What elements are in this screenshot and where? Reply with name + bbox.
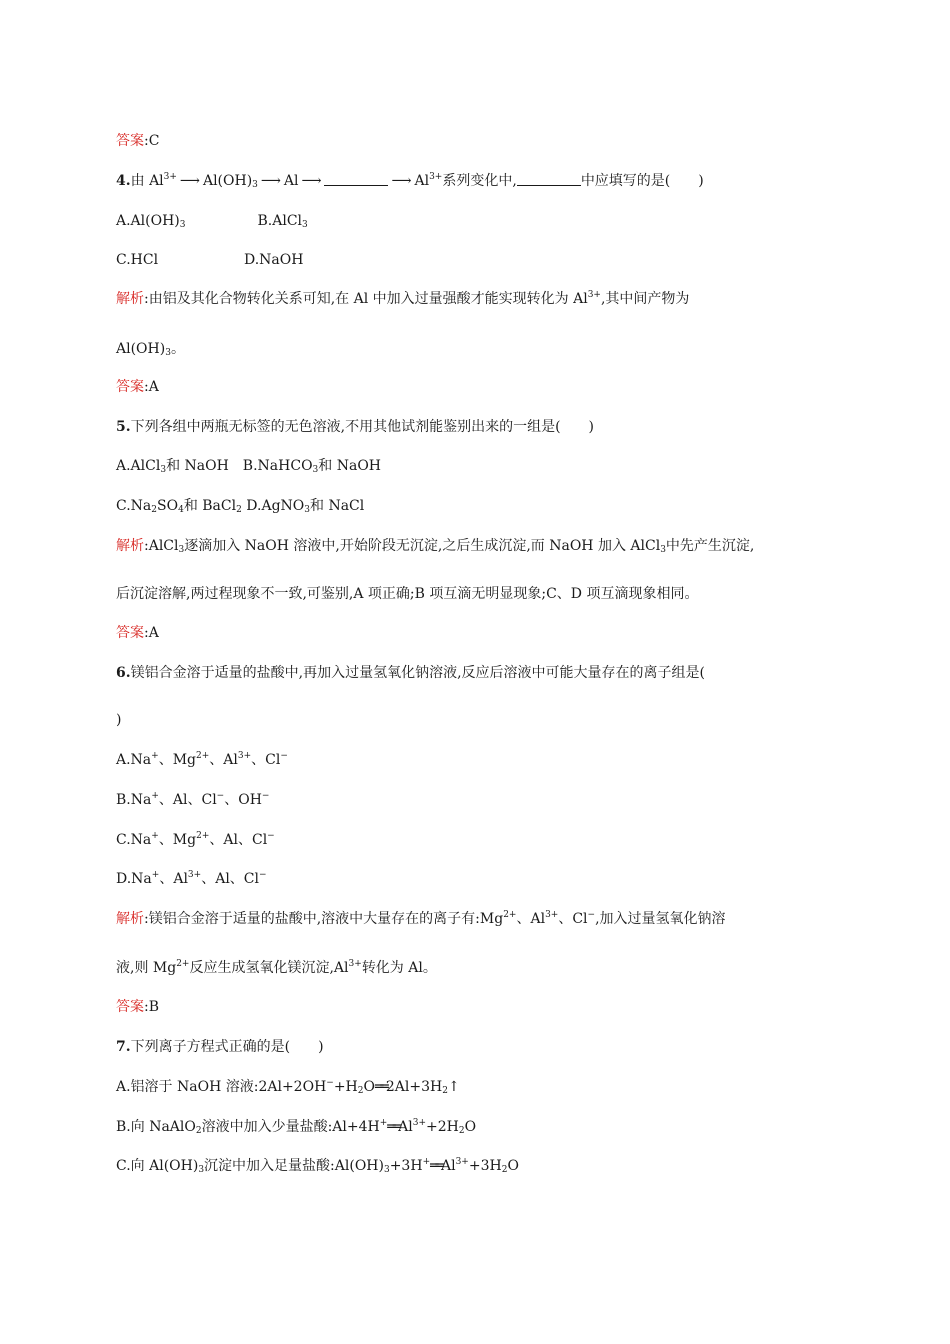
question-6: [116, 663, 705, 683]
superscript: 3+: [545, 910, 559, 920]
superscript: 3+: [455, 1157, 469, 1167]
explanation-text: Al(OH): [116, 341, 166, 357]
question-text: ): [116, 712, 122, 728]
superscript: +: [151, 870, 160, 880]
equals-sign: ══: [375, 1079, 386, 1095]
option-text: 、Al、Cl: [158, 792, 217, 808]
option-text: Al: [440, 1158, 456, 1174]
subscript: 3: [660, 545, 666, 555]
option-text: 溶液中加入少量盐酸:Al+4H: [201, 1119, 380, 1135]
superscript: −: [216, 791, 225, 801]
subscript: 2: [442, 1086, 448, 1096]
arrow-icon: ⟶: [301, 173, 322, 189]
option-a: [116, 213, 186, 229]
superscript: 3+: [163, 172, 177, 182]
question-number: 5.: [116, 419, 131, 435]
option-c: [116, 830, 275, 850]
subscript: 3: [252, 180, 258, 190]
subscript: 3: [304, 505, 310, 515]
question-6-cont: [116, 710, 121, 730]
explanation-text: 转化为 Al。: [361, 960, 437, 976]
explanation-text: 中先产生沉淀,: [665, 538, 755, 554]
subscript: 2: [357, 1086, 364, 1096]
option-text: A.Na: [116, 752, 152, 768]
subscript: 3: [179, 220, 186, 230]
superscript: 2+: [196, 831, 210, 841]
option-text: O: [363, 1079, 375, 1095]
question-text: 系列变化中,: [442, 173, 517, 189]
explanation-label: 解析: [116, 291, 144, 307]
option-c: [116, 1156, 519, 1176]
superscript: 2+: [176, 959, 190, 969]
question-number: 7.: [116, 1039, 131, 1055]
option-text: 和 NaOH: [318, 458, 382, 474]
options-ab: [116, 211, 308, 231]
explanation-text: 逐滴加入 NaOH 溶液中,开始阶段无沉淀,之后生成沉淀,而 NaOH 加入 AlCl: [184, 538, 661, 554]
option-text: 、Al: [159, 871, 188, 887]
superscript: −: [326, 1078, 334, 1088]
subscript: 2: [151, 505, 157, 515]
option-b: [116, 790, 269, 810]
option-a: [116, 1077, 460, 1097]
option-text: 、Mg: [158, 832, 197, 848]
option-b: [258, 213, 308, 229]
option-text: 、OH: [224, 792, 262, 808]
question-text: 下列各组中两瓶无标签的无色溶液,不用其他试剂能鉴别出来的一组是( ): [130, 419, 594, 435]
superscript: 3+: [412, 1118, 427, 1128]
option-d: [116, 869, 267, 889]
superscript: +: [151, 831, 159, 841]
question-text: 下列离子方程式正确的是( ): [130, 1039, 324, 1055]
equals-sign: ══: [430, 1158, 441, 1174]
explanation-text: 后沉淀溶解,两过程现象不一致,可鉴别,A 项正确;B 项互滴无明显现象;C、D 项互滴现象相同。: [116, 586, 699, 602]
option-text: 沉淀中加入足量盐酸:Al(OH): [204, 1158, 384, 1174]
subscript: 3: [383, 1165, 390, 1175]
option-text: 、Al、Cl: [201, 871, 259, 887]
up-arrow-icon: ↑: [447, 1079, 460, 1095]
option-text: C.向 Al(OH): [116, 1158, 199, 1174]
superscript: 2+: [503, 910, 517, 920]
explanation-text: :AlCl: [144, 538, 179, 554]
question-text: 镁铝合金溶于适量的盐酸中,再加入过量氢氧化钠溶液,反应后溶液中可能大量存在的离子组是(: [130, 665, 705, 681]
arrow-icon: ⟶: [179, 173, 200, 189]
explanation-4-cont: [116, 339, 185, 359]
options-cd: [116, 250, 303, 270]
superscript: −: [261, 791, 270, 801]
explanation-text: 、Cl: [558, 911, 588, 927]
superscript: +: [422, 1157, 431, 1167]
option-text: 、Cl: [251, 752, 281, 768]
option-text: A.AlCl: [116, 458, 161, 474]
arrow-icon: ⟶: [260, 173, 281, 189]
question-4: [116, 171, 704, 191]
option-text: D.Na: [116, 871, 152, 887]
superscript: 3+: [587, 290, 601, 300]
superscript: +: [151, 751, 159, 761]
option-text: 、Mg: [158, 752, 197, 768]
option-text: 和 NaCl: [310, 498, 365, 514]
answer-value: :C: [144, 133, 160, 149]
options-cd: [116, 496, 364, 516]
answer-label: 答案: [116, 133, 144, 149]
answer-line: [116, 623, 159, 643]
subscript: 2: [458, 1126, 465, 1136]
superscript: +: [151, 791, 159, 801]
explanation-text: ,其中间产物为: [600, 291, 690, 307]
option-text: B.向 NaAlO: [116, 1119, 196, 1135]
question-7: [116, 1037, 324, 1057]
explanation-text: 液,则 Mg: [116, 960, 177, 976]
subscript: 3: [198, 1165, 205, 1175]
subscript: 3: [165, 348, 171, 358]
option-text: A.Al(OH): [116, 213, 180, 229]
answer-line: [116, 131, 159, 151]
answer-value: :A: [144, 379, 159, 395]
question-5: [116, 417, 594, 437]
question-number: 4.: [116, 173, 131, 189]
subscript: 3: [160, 465, 167, 475]
option-c: C.HCl: [116, 252, 159, 268]
option-d: D.NaOH: [244, 252, 304, 268]
subscript: 2: [501, 1165, 508, 1175]
formula: Al: [414, 173, 430, 189]
question-text: 中应填写的是( ): [580, 173, 704, 189]
explanation-5: [116, 536, 754, 556]
option-text: +2H: [426, 1119, 459, 1135]
option-text: C.Na: [116, 832, 152, 848]
superscript: 3+: [429, 172, 443, 182]
explanation-6: [116, 909, 726, 929]
option-text: SO: [157, 498, 179, 514]
answer-label: 答案: [116, 625, 144, 641]
option-b: [116, 1117, 476, 1137]
question-number: 6.: [116, 665, 131, 681]
explanation-5-cont: [116, 584, 698, 604]
explanation-text: 。: [170, 341, 185, 357]
question-text: 由 Al: [130, 173, 164, 189]
explanation-label: 解析: [116, 538, 144, 554]
explanation-text: :镁铝合金溶于适量的盐酸中,溶液中大量存在的离子有:Mg: [144, 911, 504, 927]
answer-label: 答案: [116, 999, 144, 1015]
subscript: 3: [178, 545, 185, 555]
superscript: 3+: [187, 870, 202, 880]
answer-value: :A: [144, 625, 159, 641]
option-text: 、Al、Cl: [209, 832, 268, 848]
option-text: 和 NaOH B.NaHCO: [166, 458, 313, 474]
formula: Al: [283, 173, 299, 189]
explanation-label: 解析: [116, 911, 144, 927]
superscript: −: [267, 831, 275, 841]
arrow-icon: ⟶: [391, 173, 412, 189]
superscript: +: [379, 1118, 388, 1128]
option-text: Al: [398, 1119, 413, 1135]
option-text: +H: [333, 1079, 358, 1095]
subscript: 4: [178, 505, 184, 515]
superscript: −: [258, 870, 267, 880]
subscript: 3: [302, 220, 308, 230]
option-text: O: [507, 1158, 519, 1174]
option-text: 2Al+3H: [385, 1079, 443, 1095]
answer-line: [116, 997, 159, 1017]
formula: Al(OH): [202, 173, 253, 189]
superscript: −: [280, 751, 288, 761]
option-text: B.AlCl: [257, 213, 303, 229]
answer-blank[interactable]: [517, 173, 581, 186]
superscript: 3+: [237, 751, 252, 761]
explanation-4: [116, 289, 689, 309]
option-text: C.Na: [116, 498, 152, 514]
option-text: 和 BaCl: [183, 498, 237, 514]
option-text: A.铝溶于 NaOH 溶液:2Al+2OH: [116, 1079, 327, 1095]
option-a: [116, 750, 288, 770]
answer-label: 答案: [116, 379, 144, 395]
answer-line: [116, 377, 159, 397]
explanation-text: 、Al: [516, 911, 546, 927]
explanation-6-cont: [116, 958, 437, 978]
subscript: 3: [312, 465, 319, 475]
explanation-text: ,加入过量氢氧化钠溶: [595, 911, 726, 927]
superscript: 3+: [348, 959, 362, 969]
option-text: B.Na: [116, 792, 152, 808]
equals-sign: ══: [387, 1119, 399, 1135]
answer-value: :B: [144, 999, 160, 1015]
explanation-text: :由铝及其化合物转化关系可知,在 Al 中加入过量强酸才能实现转化为 Al: [144, 291, 588, 307]
superscript: −: [587, 910, 596, 920]
answer-blank[interactable]: [324, 173, 388, 186]
option-text: O: [464, 1119, 477, 1135]
options-ab: [116, 456, 381, 476]
subscript: 2: [195, 1126, 202, 1136]
subscript: 2: [236, 505, 242, 515]
option-text: 、Al: [209, 752, 238, 768]
option-text: +3H: [389, 1158, 423, 1174]
explanation-text: 反应生成氢氧化镁沉淀,Al: [189, 960, 349, 976]
option-text: D.AgNO: [241, 498, 305, 514]
option-text: +3H: [468, 1158, 502, 1174]
superscript: 2+: [196, 751, 210, 761]
